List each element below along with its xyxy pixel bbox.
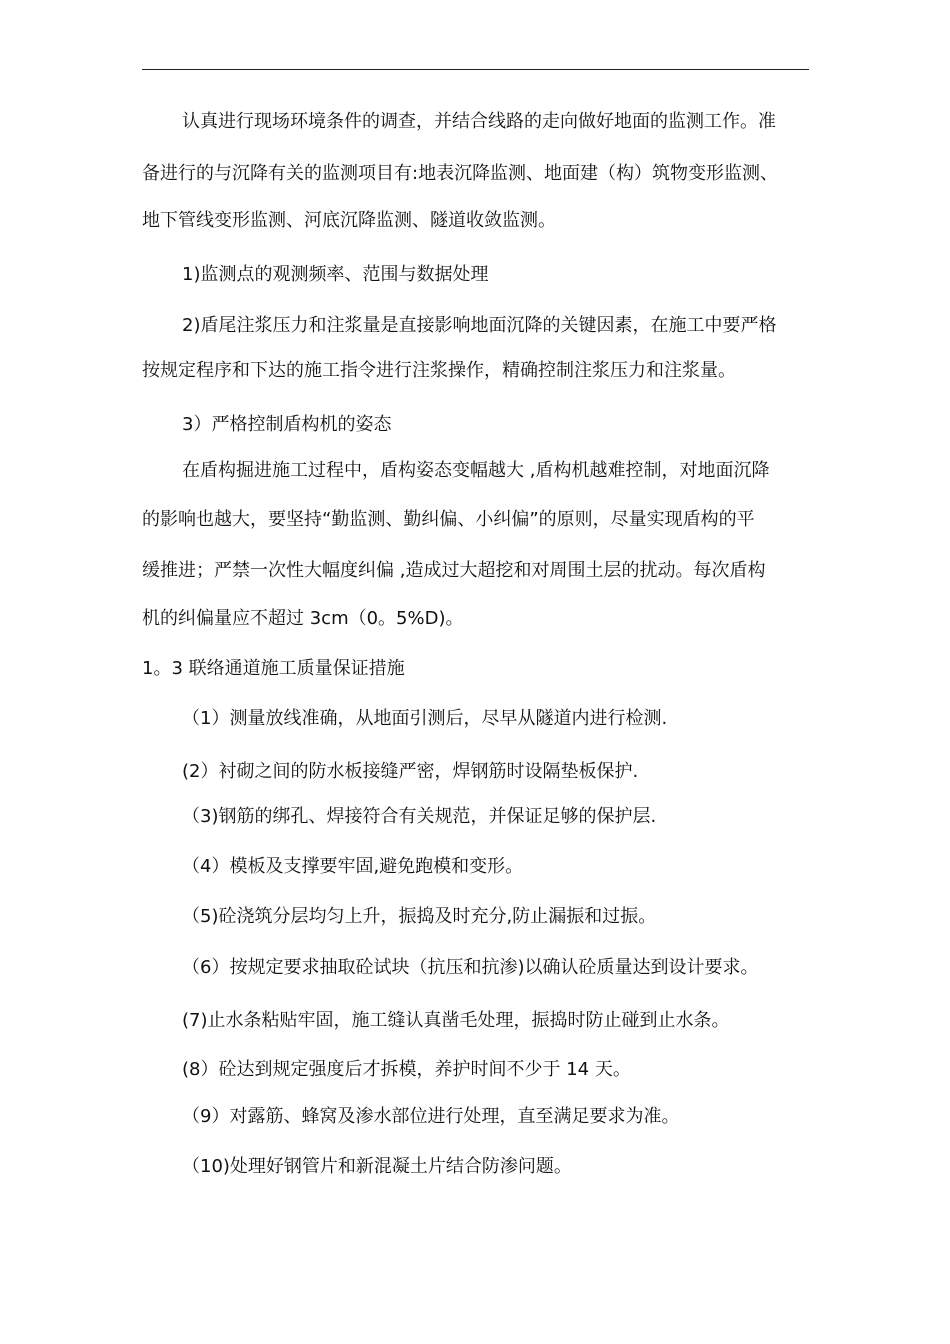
measure-item: (8）砼达到规定强度后才拆模，养护时间不少于 14 天。: [182, 1059, 631, 1080]
measure-item: (2）衬砌之间的防水板接缝严密，焊钢筋时设隔垫板保护.: [182, 761, 639, 782]
paragraph-line: 在盾构掘进施工过程中，盾构姿态变幅越大 ,盾构机越难控制，对地面沉降: [182, 460, 770, 481]
paragraph-line: 认真进行现场环境条件的调查，并结合线路的走向做好地面的监测工作。准: [182, 111, 776, 132]
measure-item: (7)止水条粘贴牢固，施工缝认真凿毛处理，振捣时防止碰到止水条。: [182, 1010, 730, 1031]
measure-item: （6）按规定要求抽取砼试块（抗压和抗渗)以确认砼质量达到设计要求。: [182, 957, 759, 978]
section-heading: 1。3 联络通道施工质量保证措施: [142, 658, 405, 679]
paragraph-line: 按规定程序和下达的施工指令进行注浆操作，精确控制注浆压力和注浆量。: [142, 360, 736, 381]
header-rule: [142, 69, 809, 70]
paragraph-line: 1)监测点的观测频率、范围与数据处理: [182, 264, 489, 285]
paragraph-line: 缓推进；严禁一次性大幅度纠偏 ,造成过大超挖和对周围土层的扰动。每次盾构: [142, 560, 766, 581]
paragraph-line: 地下管线变形监测、河底沉降监测、隧道收敛监测。: [142, 210, 556, 231]
measure-item: （5)砼浇筑分层均匀上升，振捣及时充分,防止漏振和过振。: [182, 906, 657, 927]
paragraph-line: 3）严格控制盾构机的姿态: [182, 414, 392, 435]
paragraph-line: 的影响也越大，要坚持“勤监测、勤纠偏、小纠偏”的原则，尽量实现盾构的平: [142, 509, 755, 530]
measure-item: （4）模板及支撑要牢固,避免跑模和变形。: [182, 856, 524, 877]
paragraph-line: 备进行的与沉降有关的监测项目有:地表沉降监测、地面建（构）筑物变形监测、: [142, 163, 779, 184]
measure-item: （3)钢筋的绑孔、焊接符合有关规范，并保证足够的保护层.: [182, 806, 657, 827]
measure-item: （1）测量放线准确，从地面引测后，尽早从隧道内进行检测.: [182, 708, 668, 729]
paragraph-line: 机的纠偏量应不超过 3cm（0。5%D)。: [142, 608, 464, 629]
measure-item: （10)处理好钢管片和新混凝土片结合防渗问题。: [182, 1156, 572, 1177]
paragraph-line: 2)盾尾注浆压力和注浆量是直接影响地面沉降的关键因素，在施工中要严格: [182, 315, 777, 336]
measure-item: （9）对露筋、蜂窝及渗水部位进行处理，直至满足要求为准。: [182, 1106, 680, 1127]
